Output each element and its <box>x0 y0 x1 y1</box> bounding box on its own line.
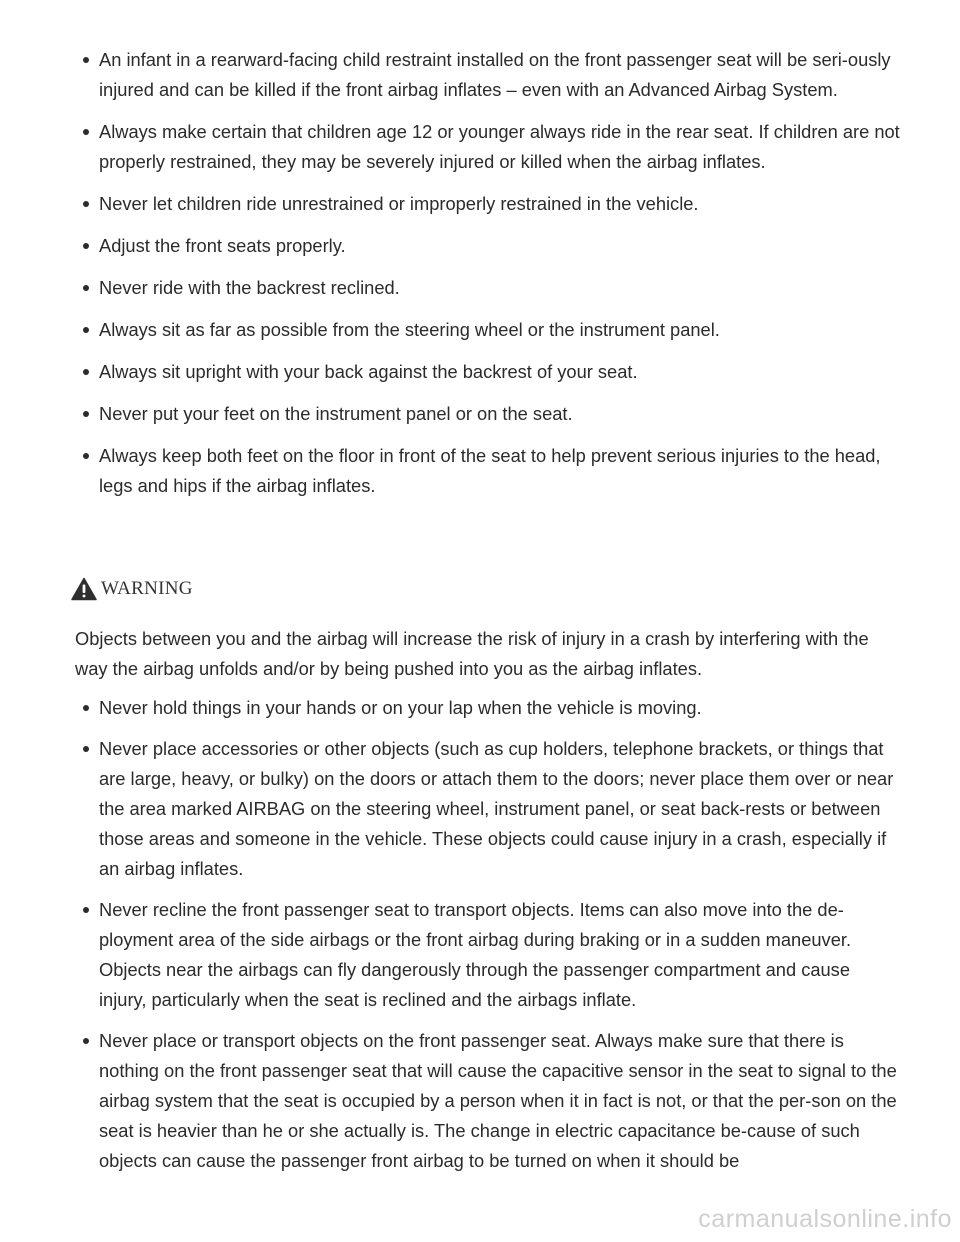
list-item: An infant in a rearward-facing child restraint installed on the front passenger seat will be seri-ously injured and can be killed if the front airbag inflates – even with an Advanced Airbag System. <box>0 45 960 105</box>
warning-triangle-icon <box>71 577 97 601</box>
list-item: Never ride with the backrest reclined. <box>0 273 960 303</box>
list-item: Never place accessories or other objects (such as cup holders, telephone brackets, or things that are large, heavy, or bulky) on the doors or attach them to the doors; never place them over or near the area marked AIRBAG on the steering wheel, instrument panel, or seat back-rests or between those areas and someone in the vehicle. These objects could cause injury in a crash, especially if an airbag inflates. <box>0 734 960 884</box>
list-item: Always sit as far as possible from the steering wheel or the instrument panel. <box>0 315 960 345</box>
list-item: Always keep both feet on the floor in front of the seat to help prevent serious injuries to the head, legs and hips if the airbag inflates. <box>0 441 960 501</box>
safety-bullet-list <box>0 45 960 513</box>
warning-heading <box>71 574 193 604</box>
watermark: carmanualsonline.info <box>698 1205 952 1233</box>
list-item: Never let children ride unrestrained or improperly restrained in the vehicle. <box>0 189 960 219</box>
list-item: Never place or transport objects on the front passenger seat. Always make sure that there is nothing on the front passenger seat that will cause the capacitive sensor in the seat to signal to the airbag system that the seat is occupied by a person when it in fact is not, or that the per-son on the seat is heavier than he or she actually is. The change in electric capacitance be-cause of such objects can cause the passenger front airbag to be turned on when it should be <box>0 1026 960 1176</box>
list-item: Never recline the front passenger seat to transport objects. Items can also move into the de-ployment area of the side airbags or the front airbag during braking or in a sudden maneuver. Objects near the airbags can fly dangerously through the passenger compartment and cause injury, particularly when the seat is reclined and the airbags inflate. <box>0 895 960 1015</box>
warning-bullet-list <box>0 693 960 1187</box>
list-item: Always sit upright with your back against the backrest of your seat. <box>0 357 960 387</box>
list-item: Always make certain that children age 12 or younger always ride in the rear seat. If children are not properly restrained, they may be severely injured or killed when the airbag inflates. <box>0 117 960 177</box>
warning-intro-text: Objects between you and the airbag will increase the risk of injury in a crash by interfering with the way the airbag unfolds and/or by being pushed into you as the airbag inflates. <box>75 628 869 679</box>
list-item: Never hold things in your hands or on your lap when the vehicle is moving. <box>0 693 960 723</box>
list-item: Never put your feet on the instrument panel or on the seat. <box>0 399 960 429</box>
list-item: Adjust the front seats properly. <box>0 231 960 261</box>
warning-label: WARNING <box>101 578 193 599</box>
